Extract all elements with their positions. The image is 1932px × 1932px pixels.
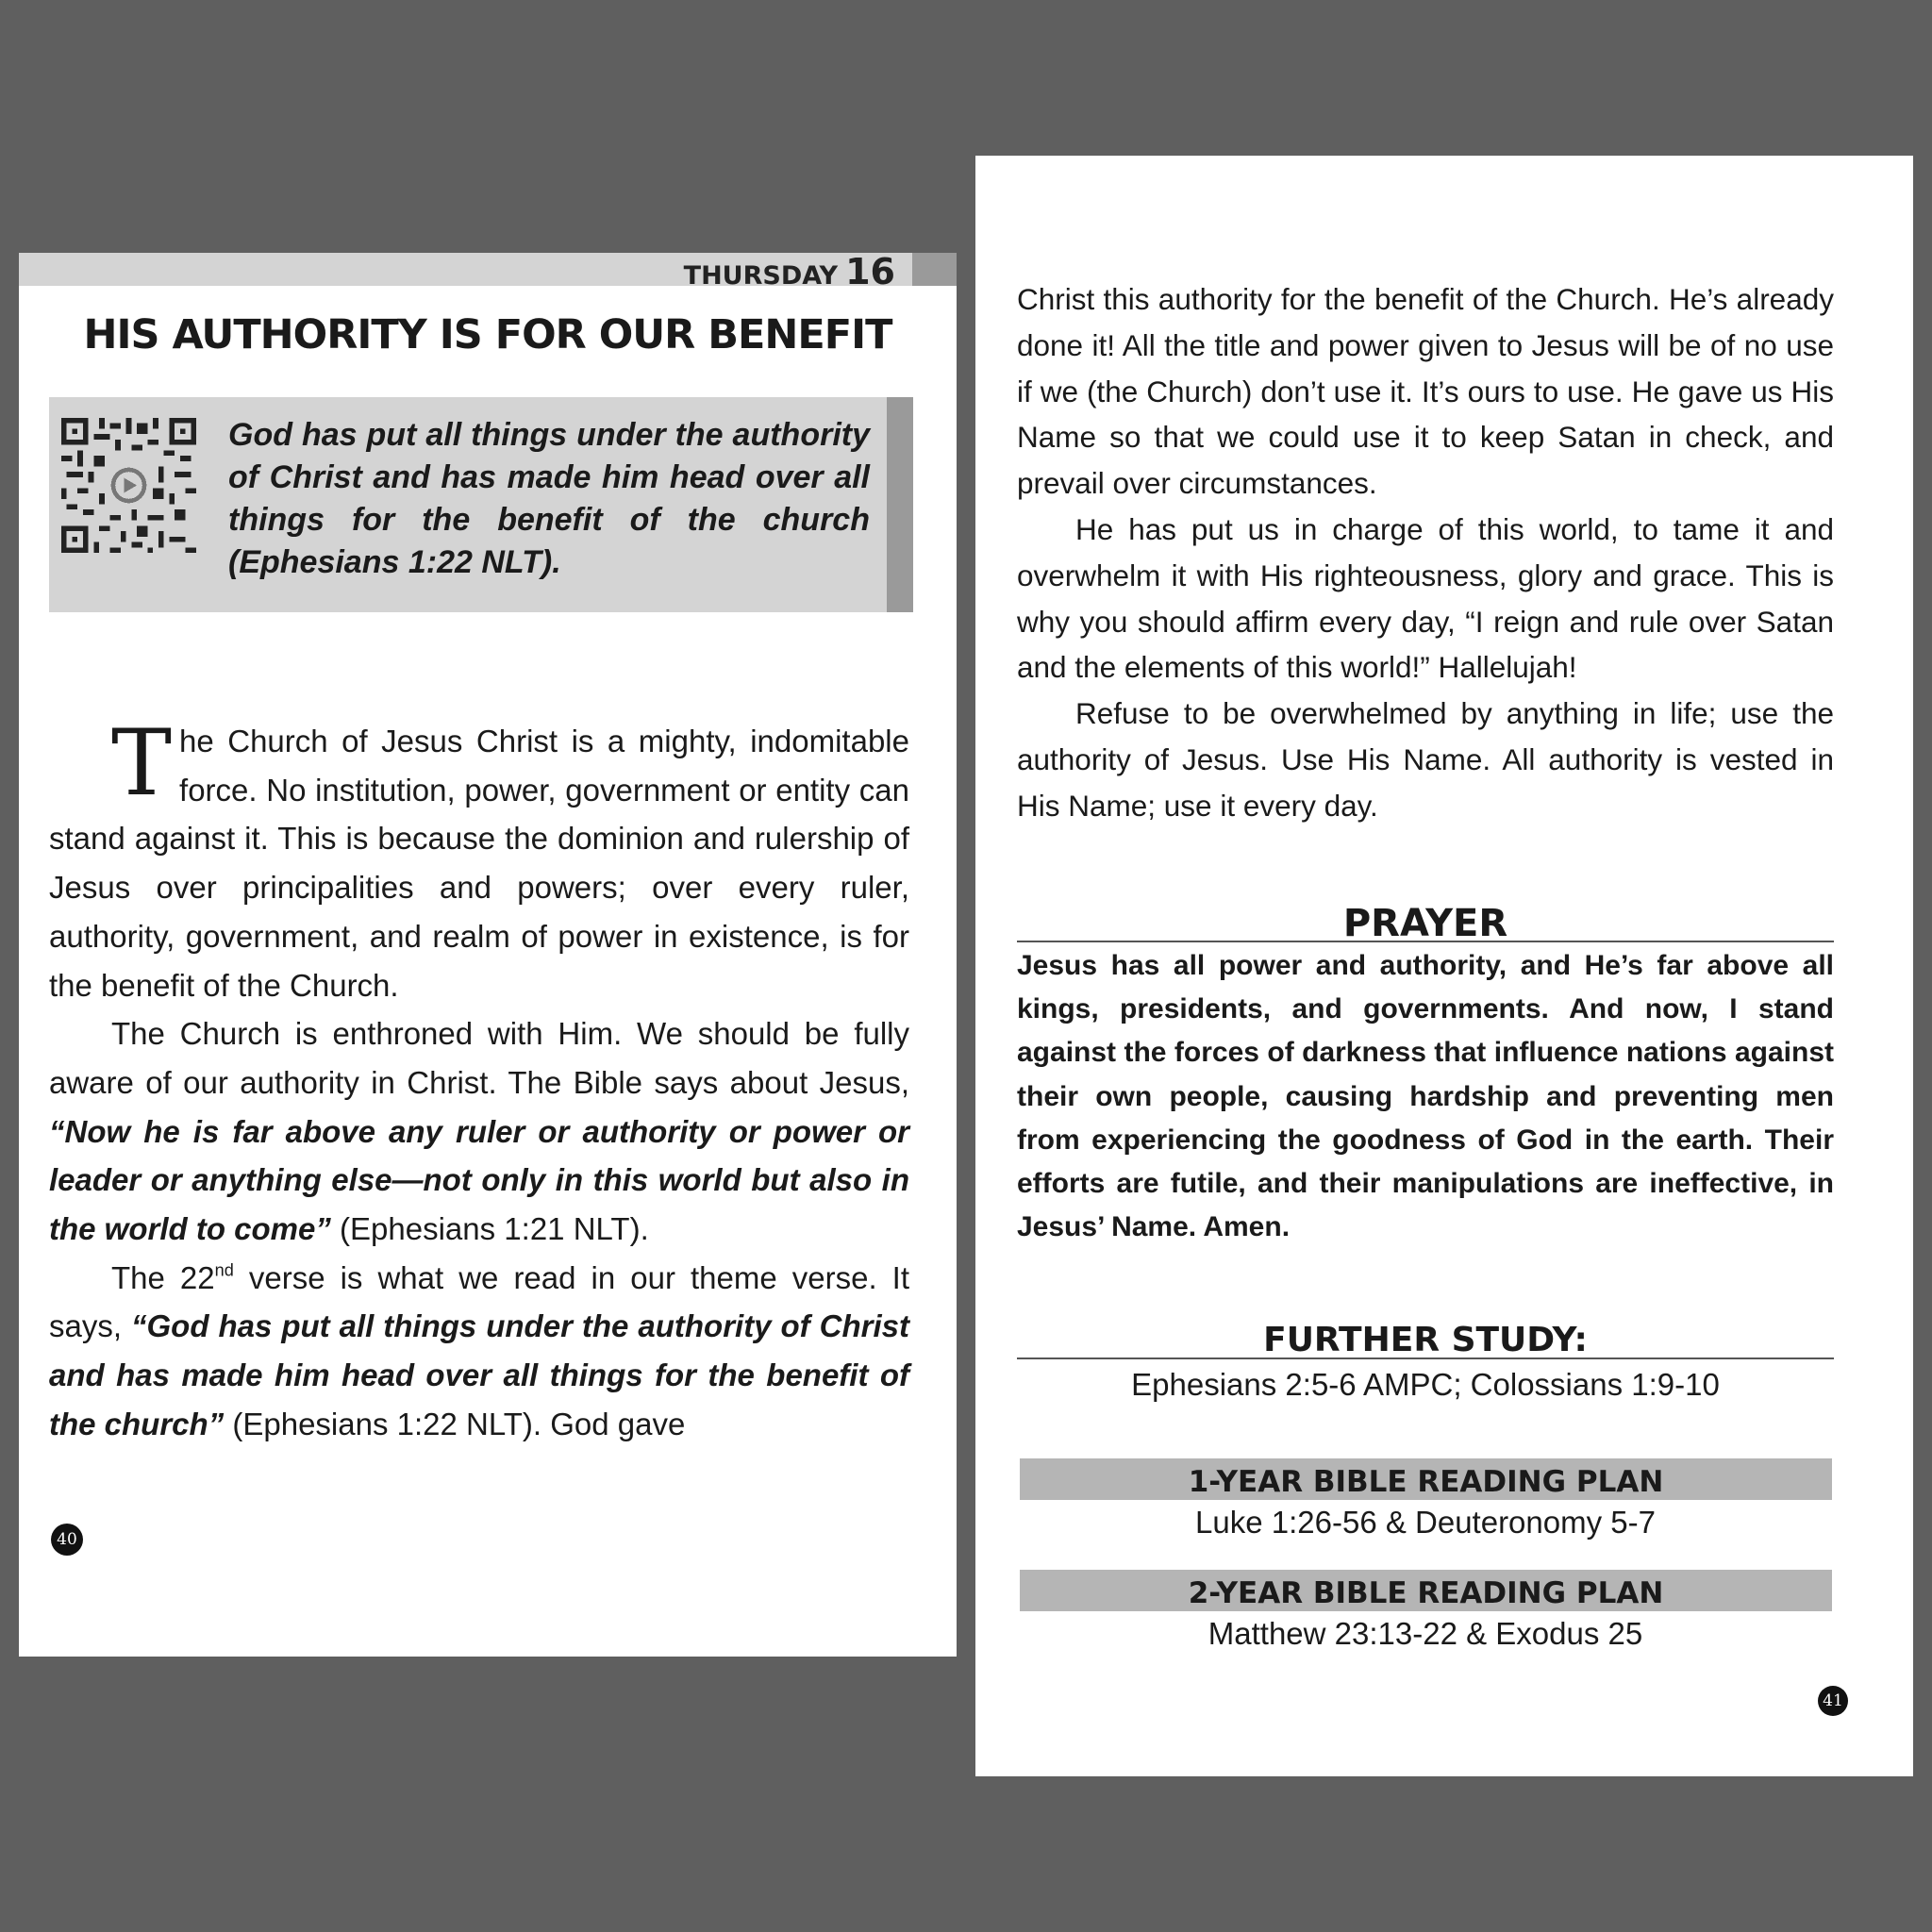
paragraph-1: [49, 710, 909, 1009]
play-icon: [111, 468, 147, 504]
day-header-tab: [912, 253, 957, 286]
further-study-heading: FURTHER STUDY:: [1017, 1320, 1834, 1359]
drop-cap: T: [111, 710, 173, 816]
left-body: [49, 710, 909, 1449]
paragraph-5: Refuse to be overwhelmed by anything in life; use the authority of Jesus. Use His Name. All authority is vested in His Name; use it every day.: [1017, 696, 1834, 823]
page-number: 41: [1818, 1686, 1848, 1716]
scripture-reference: (Ephesians 1:21 NLT).: [330, 1211, 649, 1247]
prayer-heading: PRAYER: [1017, 903, 1834, 942]
right-page: [975, 156, 1913, 1776]
day-label: [683, 251, 895, 292]
two-year-plan-refs: Matthew 23:13-22 & Exodus 25: [1208, 1616, 1643, 1651]
page-number: 40: [51, 1524, 83, 1556]
paragraph-2-lead: The Church is enthroned with Him. We should be fully aware of our authority in Christ. The Bible says about Jesus,: [49, 1016, 909, 1100]
paragraph-3-middle: verse is what we read in our theme verse. It says,: [49, 1259, 909, 1344]
day-number: 16: [845, 251, 895, 292]
one-year-plan-heading: 1-YEAR BIBLE READING PLAN: [1020, 1458, 1832, 1500]
day-name: THURSDAY: [683, 261, 839, 291]
theme-verse: God has put all things under the authority of Christ and has made him head over all things for the benefit of the church (Ephesians 1:22 NLT).: [228, 417, 870, 580]
page-title: HIS AUTHORITY IS FOR OUR BENEFIT: [83, 311, 892, 358]
one-year-plan-refs: Luke 1:26-56 & Deuteronomy 5-7: [1195, 1505, 1656, 1540]
day-header-bar: [19, 251, 957, 292]
left-page: [19, 253, 957, 1657]
paragraph-3: [49, 1254, 909, 1449]
verse-box-edge: [887, 397, 913, 612]
paragraph-4: He has put us in charge of this world, to tame it and overwhelm it with His righteousness, glory and grace. This is why you should affirm every day, “I reign and rule over Satan and the elements of this world!” Hallelujah!: [1017, 511, 1834, 685]
paragraph-1-text: he Church of Jesus Christ is a mighty, indomitable force. No institution, power, government or entity can stand against it. This is because the dominion and rulership of Jesus over principalities and powers; over every ruler, authority, government, and realm of power in existence, is for the benefit of the Church.: [49, 724, 909, 1003]
paragraph-3-lead: The 22: [111, 1259, 215, 1295]
further-study-refs: Ephesians 2:5-6 AMPC; Colossians 1:9-10: [1131, 1367, 1720, 1402]
paragraph-2: [49, 1009, 909, 1254]
ordinal-suffix: nd: [214, 1260, 234, 1280]
paragraph-3-end: (Ephesians 1:22 NLT). God gave: [224, 1406, 686, 1441]
paragraph-continued: Christ this authority for the benefit of the Church. He’s already done it! All the title and power given to Jesus will be of no use if we (the Church) don’t use it. It’s ours to use. He gave us His Name so that we could use it to keep Satan in check, and prevail over circumstances.: [1017, 282, 1834, 501]
theme-verse-box: [49, 397, 913, 612]
qr-code-icon[interactable]: [61, 418, 196, 553]
two-year-plan-heading: 2-YEAR BIBLE READING PLAN: [1020, 1570, 1832, 1611]
right-body: [1017, 276, 1834, 829]
scripture-quote: “God has put all things under the authority of Christ and has made him head over all things for the benefit of the church”: [49, 1308, 909, 1441]
scripture-quote: “Now he is far above any ruler or authority or power or leader or anything else—not only in this world but also in the world to come”: [49, 1113, 909, 1247]
prayer-text: Jesus has all power and authority, and He’s far above all kings, presidents, and governments. And now, I stand against the forces of darkness that influence nations against their own people, causing hardship and preventing men from experiencing the goodness of God in the earth. Their efforts are futile, and their manipulations are ineffective, in Jesus’ Name. Amen.: [1017, 950, 1834, 1243]
